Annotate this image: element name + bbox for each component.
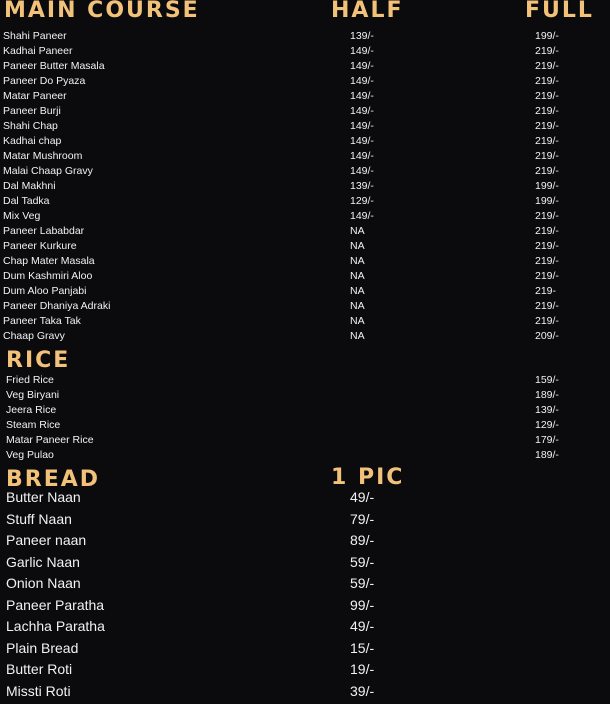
item-name: Matar Paneer — [3, 90, 67, 102]
full-price: 219/- — [535, 75, 559, 87]
item-name: Dum Kashmiri Aloo — [3, 270, 92, 282]
full-price: 219/- — [535, 150, 559, 162]
menu-item-row — [0, 330, 610, 345]
bread-heading: BREAD — [6, 467, 100, 492]
menu-item-row — [0, 449, 610, 464]
item-name: Lachha Paratha — [6, 618, 105, 634]
full-price: 129/- — [535, 419, 559, 431]
menu-item-row — [0, 45, 610, 60]
menu-item-row — [0, 225, 610, 240]
item-name: Paneer Butter Masala — [3, 60, 105, 72]
item-name: Shahi Paneer — [3, 30, 67, 42]
half-price: 129/- — [350, 195, 374, 207]
item-name: Shahi Chap — [3, 120, 58, 132]
full-price: 189/- — [535, 389, 559, 401]
menu-item-row — [0, 554, 610, 576]
menu-item-row — [0, 60, 610, 75]
item-name: Stuff Naan — [6, 511, 72, 527]
full-price: 219/- — [535, 120, 559, 132]
menu-item-row — [0, 105, 610, 120]
half-column-heading: HALF — [331, 0, 404, 23]
menu-item-row — [0, 270, 610, 285]
full-price: 199/- — [535, 195, 559, 207]
half-price: NA — [350, 270, 365, 282]
per-piece-price: 39/- — [350, 683, 374, 699]
half-price: NA — [350, 315, 365, 327]
half-price: 139/- — [350, 180, 374, 192]
half-price: 149/- — [350, 105, 374, 117]
menu-item-row — [0, 374, 610, 389]
item-name: Paneer Paratha — [6, 597, 104, 613]
one-pic-column-heading: 1 PIC — [331, 465, 404, 490]
menu-item-row — [0, 300, 610, 315]
item-name: Garlic Naan — [6, 554, 80, 570]
full-price: 219/- — [535, 45, 559, 57]
menu-item-row — [0, 434, 610, 449]
menu-item-row — [0, 135, 610, 150]
rice-list — [0, 374, 610, 464]
bread-list — [0, 489, 610, 704]
menu-item-row — [0, 618, 610, 640]
menu-item-row — [0, 240, 610, 255]
menu-item-row — [0, 389, 610, 404]
menu-item-row — [0, 165, 610, 180]
half-price: 149/- — [350, 120, 374, 132]
item-name: Dal Makhni — [3, 180, 56, 192]
per-piece-price: 49/- — [350, 489, 374, 505]
item-name: Onion Naan — [6, 575, 81, 591]
half-price: 149/- — [350, 75, 374, 87]
per-piece-price: 15/- — [350, 640, 374, 656]
item-name: Paneer Lababdar — [3, 225, 84, 237]
item-name: Dal Tadka — [3, 195, 50, 207]
full-price: 219/- — [535, 225, 559, 237]
item-name: Veg Biryani — [6, 389, 59, 401]
item-name: Matar Mushroom — [3, 150, 82, 162]
menu-item-row — [0, 180, 610, 195]
half-price: 149/- — [350, 150, 374, 162]
full-price: 219/- — [535, 270, 559, 282]
per-piece-price: 49/- — [350, 618, 374, 634]
item-name: Paneer Kurkure — [3, 240, 77, 252]
full-column-heading: FULL — [525, 0, 594, 23]
full-price: 209/- — [535, 330, 559, 342]
menu-item-row — [0, 90, 610, 105]
menu-item-row — [0, 255, 610, 270]
half-price: 149/- — [350, 210, 374, 222]
item-name: Chap Mater Masala — [3, 255, 95, 267]
menu-item-row — [0, 30, 610, 45]
half-price: NA — [350, 330, 365, 342]
item-name: Steam Rice — [6, 419, 60, 431]
item-name: Paneer naan — [6, 532, 86, 548]
menu-item-row — [0, 75, 610, 90]
full-price: 179/- — [535, 434, 559, 446]
half-price: NA — [350, 225, 365, 237]
menu-item-row — [0, 532, 610, 554]
item-name: Plain Bread — [6, 640, 78, 656]
item-name: Veg Pulao — [6, 449, 54, 461]
item-name: Mix Veg — [3, 210, 40, 222]
menu-item-row — [0, 315, 610, 330]
half-price: 149/- — [350, 60, 374, 72]
half-price: 149/- — [350, 90, 374, 102]
half-price: 149/- — [350, 135, 374, 147]
half-price: NA — [350, 255, 365, 267]
full-price: 219/- — [535, 300, 559, 312]
item-name: Chaap Gravy — [3, 330, 65, 342]
menu-item-row — [0, 597, 610, 619]
per-piece-price: 99/- — [350, 597, 374, 613]
item-name: Kadhai chap — [3, 135, 61, 147]
per-piece-price: 89/- — [350, 532, 374, 548]
per-piece-price: 19/- — [350, 661, 374, 677]
menu-item-row — [0, 683, 610, 704]
menu-item-row — [0, 404, 610, 419]
full-price: 139/- — [535, 404, 559, 416]
full-price: 219/- — [535, 315, 559, 327]
rice-heading: RICE — [6, 348, 70, 373]
half-price: NA — [350, 300, 365, 312]
full-price: 199/- — [535, 30, 559, 42]
full-price: 219/- — [535, 90, 559, 102]
per-piece-price: 59/- — [350, 575, 374, 591]
full-price: 219/- — [535, 255, 559, 267]
half-price: NA — [350, 285, 365, 297]
main-course-heading: MAIN COURSE — [4, 0, 200, 23]
item-name: Matar Paneer Rice — [6, 434, 94, 446]
menu-item-row — [0, 210, 610, 225]
item-name: Butter Naan — [6, 489, 81, 505]
menu-item-row — [0, 285, 610, 300]
full-price: 219/- — [535, 60, 559, 72]
item-name: Missti Roti — [6, 683, 71, 699]
menu-item-row — [0, 661, 610, 683]
full-price: 219/- — [535, 135, 559, 147]
menu-item-row — [0, 419, 610, 434]
full-price: 219- — [535, 285, 556, 297]
menu-item-row — [0, 489, 610, 511]
full-price: 219/- — [535, 210, 559, 222]
item-name: Dum Aloo Panjabi — [3, 285, 86, 297]
full-price: 189/- — [535, 449, 559, 461]
item-name: Butter Roti — [6, 661, 72, 677]
item-name: Paneer Taka Tak — [3, 315, 81, 327]
menu-item-row — [0, 150, 610, 165]
full-price: 159/- — [535, 374, 559, 386]
full-price: 219/- — [535, 165, 559, 177]
full-price: 219/- — [535, 240, 559, 252]
menu-item-row — [0, 511, 610, 533]
half-price: 149/- — [350, 45, 374, 57]
item-name: Paneer Burji — [3, 105, 61, 117]
item-name: Fried Rice — [6, 374, 54, 386]
item-name: Paneer Dhaniya Adraki — [3, 300, 110, 312]
full-price: 199/- — [535, 180, 559, 192]
item-name: Kadhai Paneer — [3, 45, 72, 57]
full-price: 219/- — [535, 105, 559, 117]
half-price: NA — [350, 240, 365, 252]
item-name: Malai Chaap Gravy — [3, 165, 93, 177]
half-price: 149/- — [350, 165, 374, 177]
menu-item-row — [0, 120, 610, 135]
menu-item-row — [0, 640, 610, 662]
menu-item-row — [0, 195, 610, 210]
main-course-list — [0, 30, 610, 345]
per-piece-price: 79/- — [350, 511, 374, 527]
per-piece-price: 59/- — [350, 554, 374, 570]
item-name: Jeera Rice — [6, 404, 56, 416]
half-price: 139/- — [350, 30, 374, 42]
item-name: Paneer Do Pyaza — [3, 75, 85, 87]
menu-item-row — [0, 575, 610, 597]
